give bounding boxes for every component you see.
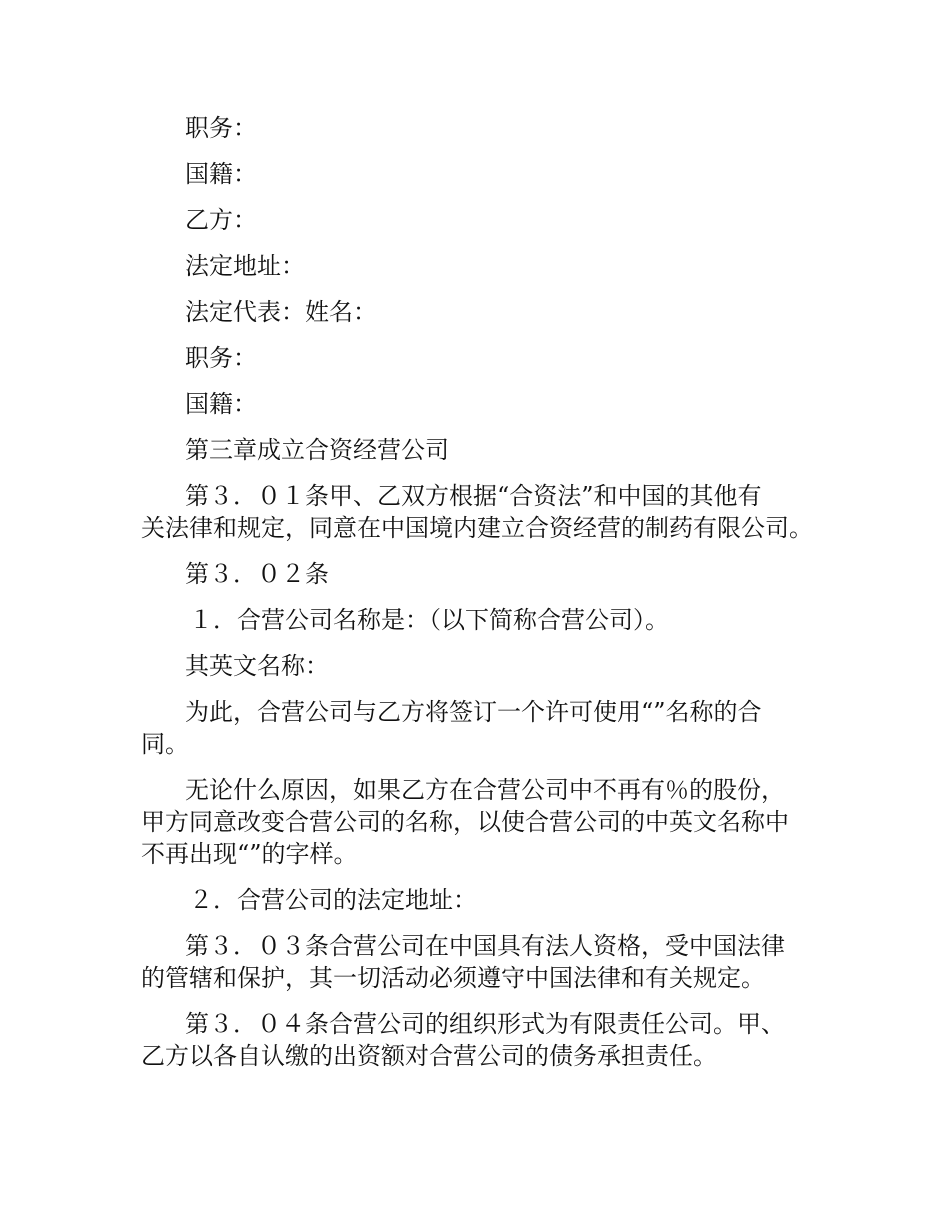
license-paragraph-line-2: 同。 [141, 730, 189, 758]
clause-1-company-name: １．合营公司名称是：（以下简称合营公司）。 [189, 606, 669, 634]
clause-2-legal-address: ２．合营公司的法定地址： [189, 886, 477, 914]
chapter-heading: 第三章成立合资经营公司 [185, 436, 449, 464]
field-nationality-party-a: 国籍： [185, 160, 257, 188]
party-b-heading: 乙方： [185, 206, 257, 234]
field-position-party-a: 职务： [185, 114, 257, 142]
article-3-03-line-1: 第３．０３条合营公司在中国具有法人资格，受中国法律 [185, 932, 785, 960]
article-3-04-line-2: 乙方以各自认缴的出资额对合营公司的债务承担责任。 [141, 1042, 717, 1070]
article-3-03-line-2: 的管辖和保护，其一切活动必须遵守中国法律和有关规定。 [141, 964, 765, 992]
name-change-paragraph-line-3: 不再出现“”的字样。 [141, 840, 358, 868]
article-3-01-line-1: 第３．０１条甲、乙双方根据“合资法”和中国的其他有 [185, 482, 762, 510]
article-3-04-line-1: 第３．０４条合营公司的组织形式为有限责任公司。甲、 [185, 1010, 785, 1038]
field-nationality-party-b: 国籍： [185, 390, 257, 418]
license-paragraph-line-1: 为此，合营公司与乙方将签订一个许可使用“”名称的合 [185, 698, 762, 726]
article-3-02-heading: 第３．０２条 [185, 560, 329, 588]
name-change-paragraph-line-1: 无论什么原因，如果乙方在合营公司中不再有％的股份， [185, 776, 785, 804]
field-position-party-b: 职务： [185, 344, 257, 372]
name-change-paragraph-line-2: 甲方同意改变合营公司的名称，以使合营公司的中英文名称中 [141, 808, 789, 836]
field-english-name: 其英文名称： [185, 652, 329, 680]
field-legal-address: 法定地址： [185, 252, 305, 280]
article-3-01-line-2: 关法律和规定，同意在中国境内建立合资经营的制药有限公司。 [141, 514, 813, 542]
field-legal-representative: 法定代表：姓名： [185, 298, 377, 326]
